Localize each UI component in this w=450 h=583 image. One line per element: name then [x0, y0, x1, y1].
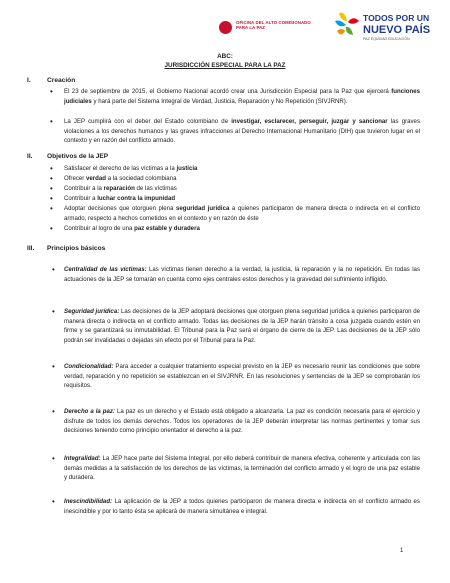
creacion-paragraph [64, 87, 420, 106]
body-text: y hará parte del Sistema Integral de Verdad, Justicia, Reparación y No Repetición (SIVJRNR). [91, 97, 348, 105]
bullet-icon: • [50, 174, 53, 183]
creacion-paragraph [64, 117, 420, 146]
oacp-logo-line1: OFICINA DEL ALTO COMISIONADO [236, 20, 311, 25]
bullet-icon: • [52, 362, 55, 371]
principio-item [64, 407, 420, 436]
principio-label: Centralidad de las víctimas: [64, 266, 147, 273]
principio-item [64, 307, 420, 345]
bullet-icon: • [52, 307, 55, 316]
principio-item [64, 362, 420, 391]
emphasized-text: seguridad jurídica [176, 205, 230, 212]
objetivo-item [64, 164, 420, 174]
todos-por-un-nuevo-pais-logo [329, 9, 439, 47]
principio-label: Inescindibilidad: [64, 498, 113, 505]
bullet-icon: • [52, 265, 55, 274]
right-logo-line1: TODOS POR UN [363, 13, 430, 23]
principio-text: Las decisiones de la JEP adoptará decisiones que otorguen plena seguridad jurídica a quienes participaron de manera directa o indirecta en el conflicto armado. Todas las decisiones de la JEP harán tránsito a cosa juzgada cuando estén en firme y se garantizará su inmutabilidad. El Tribunal para la Paz será el órgano de cierre de la JEP. Las decisiones de la JEP sólo podrán ser invalidadas o dejadas sin efecto por el Tribunal para la Paz. [64, 308, 420, 344]
emphasized-text: verdad [86, 175, 106, 182]
principio-item [64, 265, 420, 284]
right-logo-line3: PAZ EQUIDAD EDUCACIÓN [363, 37, 410, 41]
bullet-icon: • [50, 117, 53, 126]
body-text: Adoptar decisiones que otorguen plena [64, 205, 177, 212]
objetivo-item [64, 194, 420, 204]
objetivo-item [64, 204, 420, 223]
principio-label: Integralidad: [64, 455, 101, 462]
body-text: Ofrecer [64, 175, 87, 182]
bullet-icon: • [50, 164, 53, 173]
coat-of-arms-icon [219, 21, 232, 34]
principio-text: Las víctimas tienen derecho a la verdad, la justicia, la reparación y la no repetición. En todas las actuaciones de la JEP se tomarán en cuenta como ejes centrales estos derechos y la gravedad del sufrimiento infligido. [64, 266, 420, 283]
bullet-icon: • [50, 184, 53, 193]
right-logo-line2: NUEVO PAÍS [363, 24, 431, 36]
body-text: las graves violaciones a los derechos humanos y las graves infracciones al Derecho Internacional Humanitario (DIH) que tuvieron lugar en el contexto y en razón del conflicto armado. [64, 118, 420, 145]
emphasized-text: justicia [176, 165, 198, 172]
section-number: III. [27, 245, 35, 252]
oacp-logo-line2: PARA LA PAZ [236, 25, 266, 30]
body-text: a quienes participaron de manera directa o indirecta en el conflicto armado, respecto a hechos cometidos en el contexto y en razón de éste [64, 205, 420, 222]
bullet-icon: • [52, 407, 55, 416]
emphasized-text: paz estable y duradera [134, 225, 200, 232]
principio-item [64, 454, 420, 483]
body-text: de las víctimas [134, 185, 177, 192]
principio-text: Para acceder a cualquier tratamiento especial previsto en la JEP es necesario reunir las condiciones que sobre verdad, reparación y no repetición se establezcan en el SIVJRNR. En las resoluciones y sentencias de la JEP se comprobarán los requisitos. [64, 363, 420, 390]
document-title-line2: JURISDICCIÓN ESPECIAL PARA LA PAZ [164, 62, 286, 69]
section-title: Principios básicos [47, 245, 106, 252]
body-text: Satisfacer el derecho de las víctimas a la [64, 165, 177, 172]
bullet-icon: • [52, 454, 55, 463]
section-objetivos-heading [27, 153, 108, 160]
bullet-icon: • [50, 87, 53, 96]
principio-text: La paz es un derecho y el Estado está obligado a alcanzarla. La paz es condición necesaria para el ejercicio y disfrute de todos los demás derechos. Todos los operadores de la JEP deberán interpretar las normas pertinentes y tomar sus decisiones teniendo como principio orientador el derecho a la paz. [64, 408, 420, 435]
bullet-icon: • [50, 204, 53, 213]
principio-label: Derecho a la paz: [64, 408, 115, 415]
principio-text: La JEP hace parte del Sistema Integral, por ello deberá contribuir de manera efectiva, coherente y articulada con las demás medidas a la satisfacción de los derechos de las víctimas, la terminación del conflicto armado y el logro de una paz estable y duradera. [64, 455, 420, 482]
body-text: a la sociedad colombiana [106, 175, 177, 182]
emphasized-text: reparación [103, 185, 135, 192]
colorful-petals-icon [335, 13, 359, 35]
page-number: 1 [400, 548, 404, 554]
section-number: I. [27, 77, 31, 84]
body-text: El 23 de septiembre de 2015, el Gobierno Nacional acordó crear una Jurisdicción Especial para la Paz que ejercerá [64, 88, 392, 95]
objetivo-item [64, 184, 420, 194]
objetivo-item [64, 174, 420, 184]
section-title: Objetivos de la JEP [47, 153, 109, 160]
principio-text: La aplicación de la JEP a todos quienes participaron de manera directa e indirecta en el conflicto armado es inescindible y por lo tanto ésta se aplicará de manera simultánea e integral. [64, 498, 420, 515]
principio-item [64, 497, 420, 516]
bullet-icon: • [52, 497, 55, 506]
emphasized-text: investigar, esclarecer, perseguir, juzgar y sancionar [231, 118, 388, 125]
section-principios-heading [27, 245, 105, 252]
oacp-logo [219, 20, 311, 34]
emphasized-text: funciones judiciales [64, 88, 420, 105]
emphasized-text: luchar contra la impunidad [97, 195, 176, 202]
body-text: Contribuir a la [64, 185, 104, 192]
section-number: II. [27, 153, 33, 160]
body-text: La JEP cumplirá con el deber del Estado colombiano de [64, 118, 232, 125]
bullet-icon: • [50, 224, 53, 233]
bullet-icon: • [50, 194, 53, 203]
body-text: Contribuir al logro de una [64, 225, 135, 232]
document-title-line1: ABC: [217, 53, 233, 60]
principio-label: Seguridad jurídica: [64, 308, 120, 315]
objetivo-item [64, 224, 420, 234]
body-text: Contribuir a [64, 195, 98, 202]
section-creacion-heading [27, 77, 75, 84]
section-title: Creación [47, 77, 76, 84]
principio-label: Condicionalidad: [64, 363, 114, 370]
